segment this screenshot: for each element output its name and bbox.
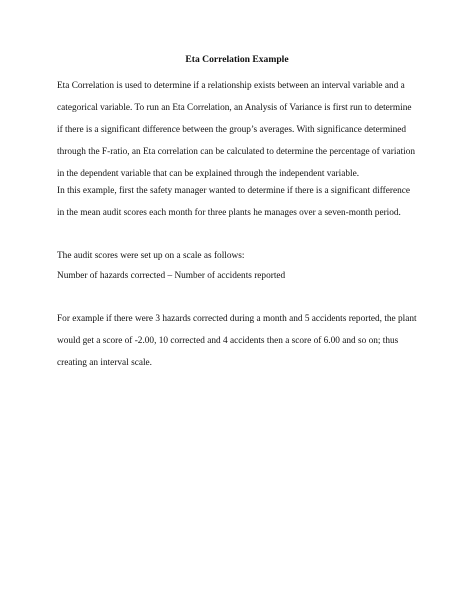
- paragraph-line: In this example, first the safety manager wanted to determine if there is a significant difference: [57, 186, 410, 196]
- paragraph-line: The audit scores were set up on a scale as follows:: [57, 251, 245, 261]
- paragraph-line: through the F-ratio, an Eta correlation can be calculated to determine the percentage of variation: [57, 147, 416, 157]
- paragraph-line: Number of hazards corrected – Number of accidents reported: [57, 271, 286, 281]
- paragraph-line: Eta Correlation is used to determine if a relationship exists between an interval variable and a: [57, 81, 405, 91]
- page-title: Eta Correlation Example: [185, 54, 289, 65]
- paragraph-line: in the mean audit scores each month for three plants he manages over a seven-month period.: [57, 208, 401, 218]
- paragraph-line: would get a score of -2.00, 10 corrected and 4 accidents then a score of 6.00 and so on; thus: [57, 336, 399, 346]
- paragraph-line: For example if there were 3 hazards corrected during a month and 5 accidents reported, the plant: [57, 314, 417, 324]
- paragraph-line: in the dependent variable that can be explained through the independent variable.: [57, 169, 360, 179]
- paragraph-line: if there is a significant difference between the group’s averages. With significance determined: [57, 125, 407, 135]
- paragraph-line: categorical variable. To run an Eta Correlation, an Analysis of Variance is first run to determine: [57, 103, 412, 113]
- paragraph-line: creating an interval scale.: [57, 358, 152, 368]
